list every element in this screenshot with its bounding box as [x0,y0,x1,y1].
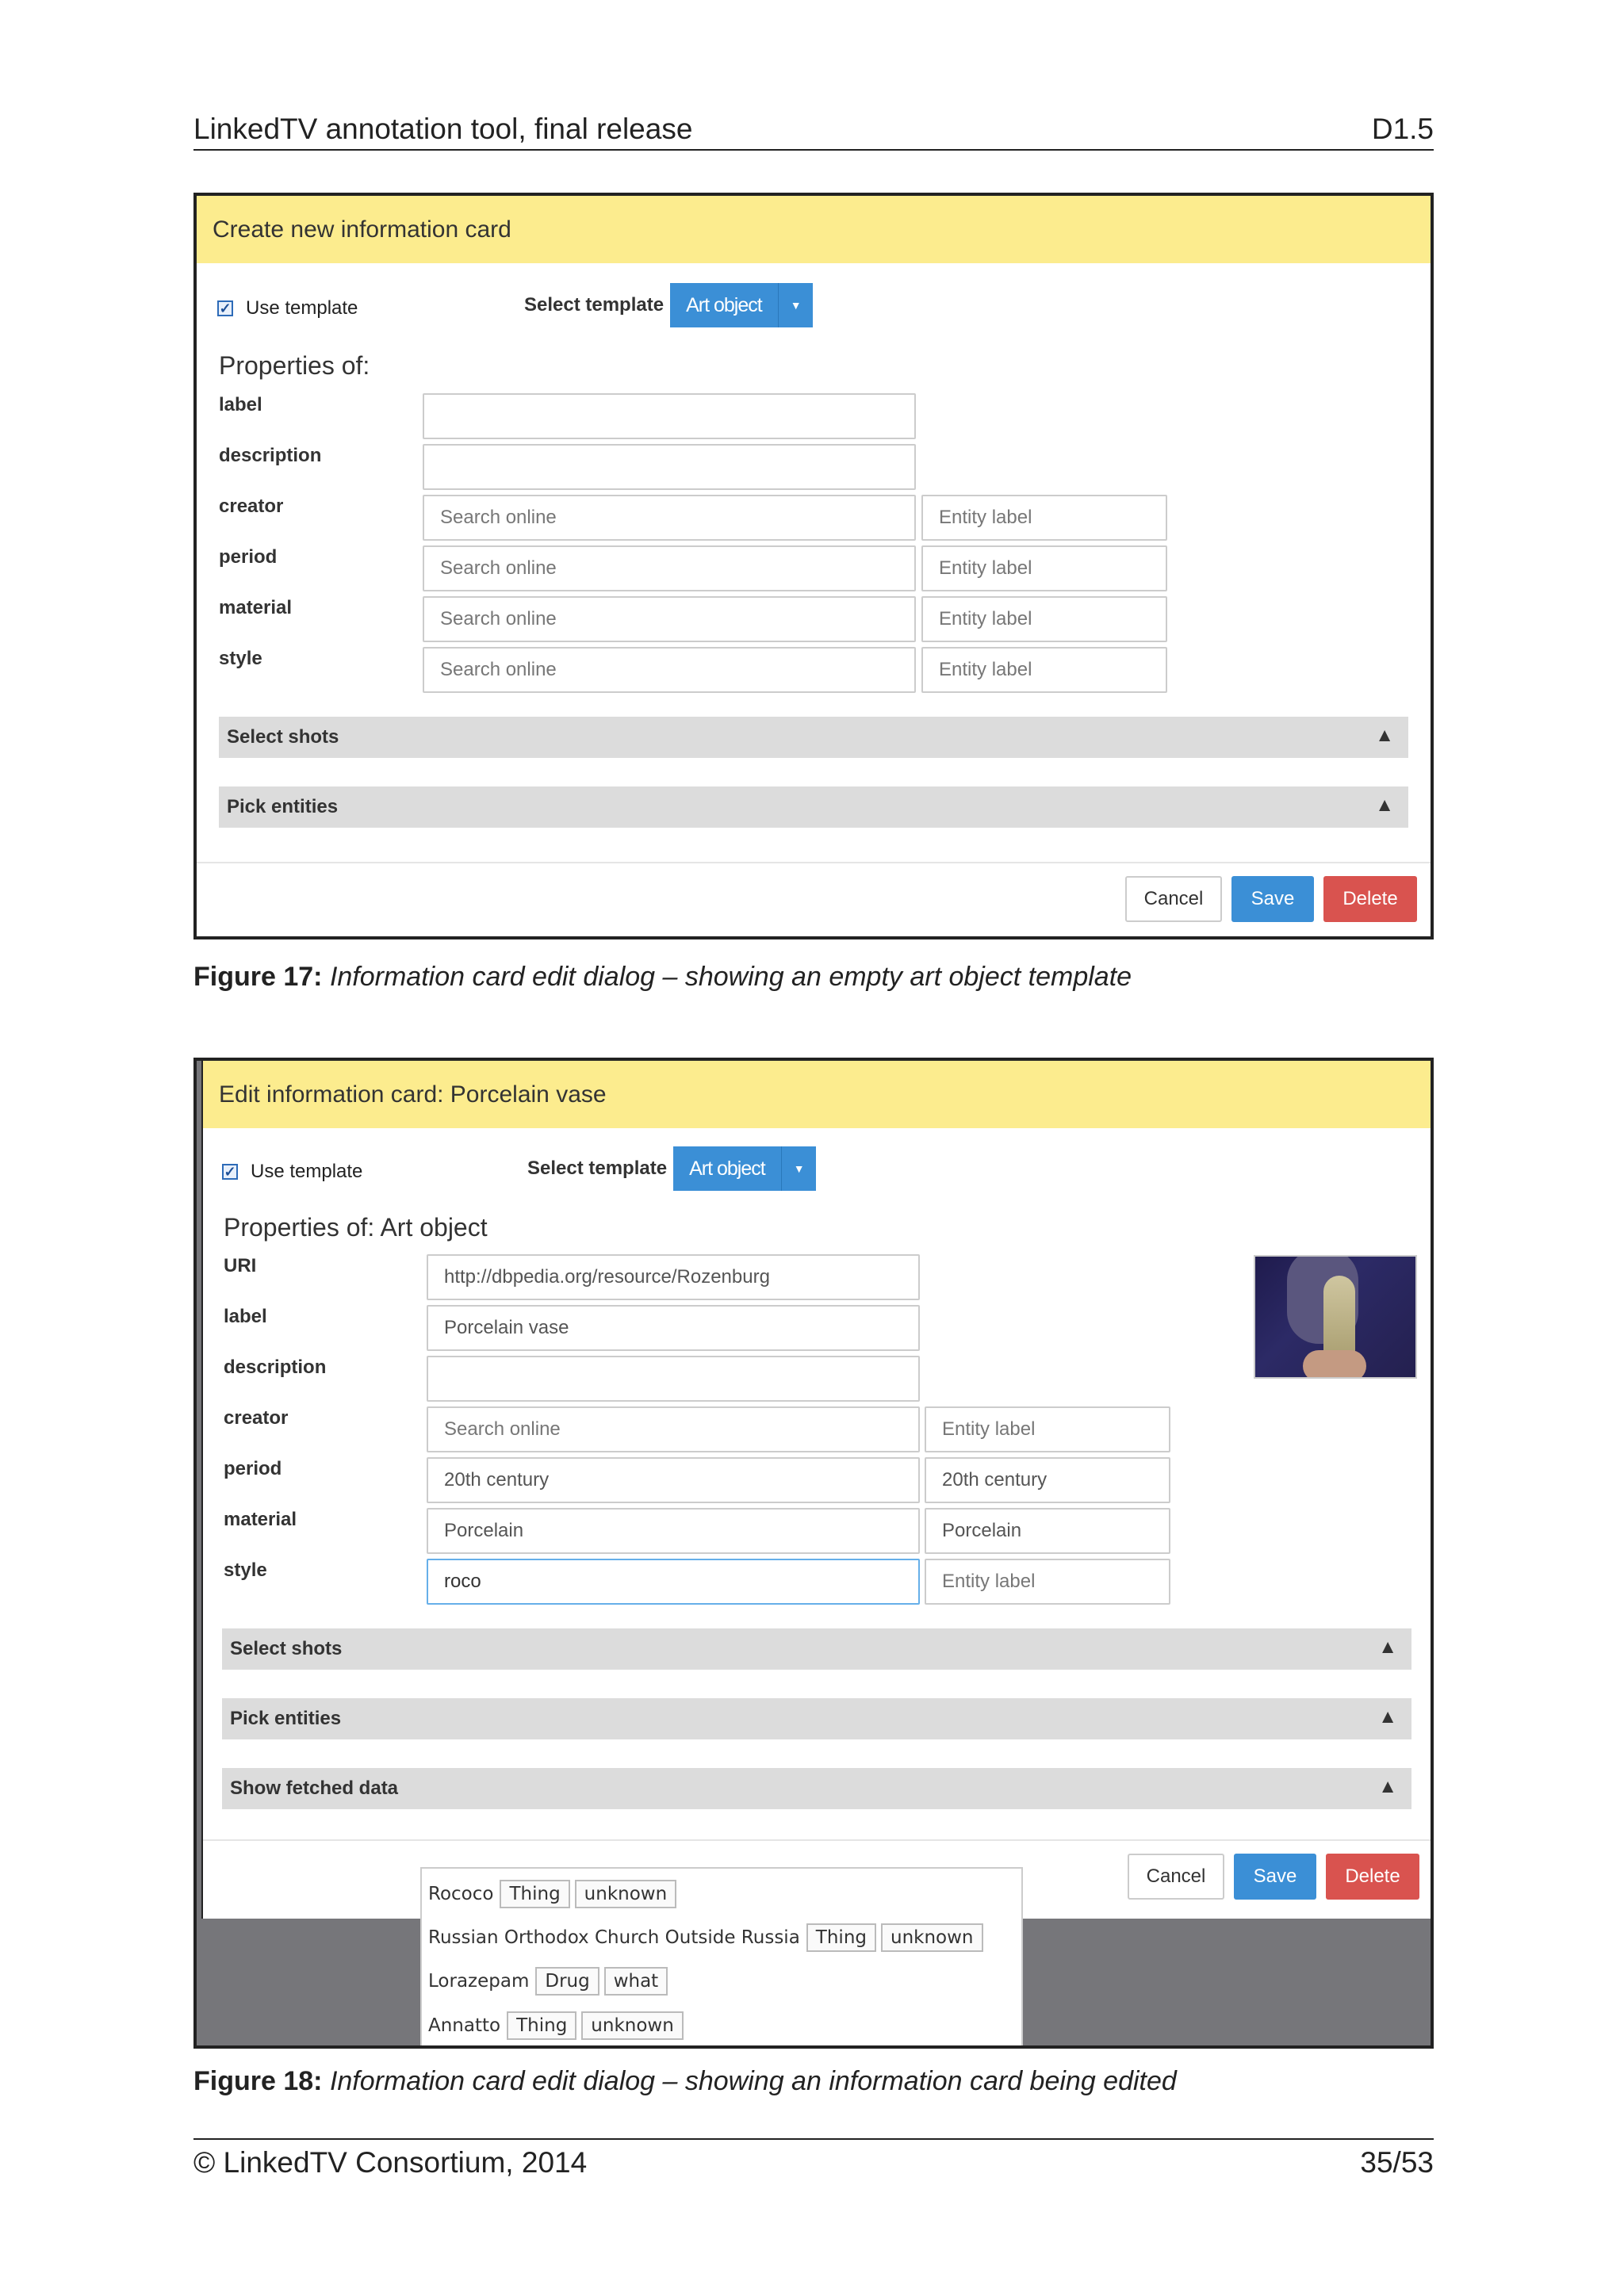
material-search-input[interactable]: Porcelain [427,1508,920,1554]
hand-shape [1303,1350,1366,1379]
material-search-input[interactable]: Search online [423,596,916,642]
chevron-up-icon: ▲ [1378,1636,1397,1658]
figure-18-caption [193,2066,1177,2097]
suggestion-status: unknown [575,1880,677,1908]
style-search-input[interactable]: roco [427,1559,920,1605]
style-entity-input[interactable]: Entity label [921,647,1167,693]
pick-entities-section[interactable] [222,1698,1411,1739]
select-shots-section[interactable] [219,717,1408,758]
edit-card-dialog [201,1061,1431,1919]
select-template-group [524,283,813,327]
caption-text: Information card edit dialog – showing an information card being edited [329,2066,1177,2096]
period-search-input[interactable]: 20th century [427,1457,920,1503]
suggestion-type: Thing [507,2011,576,2040]
suggestion-type: Drug [535,1967,599,1996]
suggestion-name: Lorazepam [428,1971,530,1992]
video-thumbnail [1254,1255,1417,1379]
period-label: period [219,546,278,568]
template-dropdown[interactable] [673,1146,816,1191]
select-shots-label: Select shots [230,1638,343,1659]
chevron-up-icon: ▲ [1375,794,1394,816]
dialog-title: Edit information card: Porcelain vase [203,1061,1431,1128]
page-number: 35/53 [1360,2146,1434,2179]
properties-heading: Properties of: Art object [224,1213,488,1242]
suggestion-item[interactable] [428,1915,1015,1959]
suggestion-name: Rococo [428,1883,494,1904]
style-entity-input[interactable]: Entity label [925,1559,1170,1605]
page-header [193,109,1434,151]
select-shots-label: Select shots [227,726,339,748]
chevron-up-icon: ▲ [1375,725,1394,746]
select-template-group [527,1146,816,1191]
suggestion-name: Annatto [428,2015,501,2036]
description-label: description [219,445,322,466]
suggestion-item[interactable] [428,1872,1015,1915]
cancel-button[interactable]: Cancel [1125,876,1222,922]
cancel-button[interactable]: Cancel [1128,1854,1224,1900]
document-id: D1.5 [1371,113,1434,145]
description-label: description [224,1357,327,1378]
figure-18-screenshot [193,1058,1434,2049]
show-fetched-data-label: Show fetched data [230,1777,399,1799]
document-title: LinkedTV annotation tool, final release [193,113,693,145]
use-template-checkbox[interactable]: ✓ [217,300,233,316]
suggestion-status: what [604,1967,668,1996]
autocomplete-dropdown [420,1867,1023,2049]
description-input[interactable] [423,444,916,490]
caret-down-icon: ▼ [778,283,813,327]
delete-button[interactable]: Delete [1326,1854,1419,1900]
chevron-up-icon: ▲ [1378,1706,1397,1728]
material-entity-input[interactable]: Entity label [921,596,1167,642]
figure-17-caption [193,962,1132,993]
suggestion-item[interactable] [428,1960,1015,2003]
creator-label: creator [219,496,284,517]
period-entity-input[interactable]: 20th century [925,1457,1170,1503]
figure-17-screenshot [193,193,1434,939]
material-entity-input[interactable]: Porcelain [925,1508,1170,1554]
description-input[interactable] [427,1356,920,1402]
creator-search-input[interactable]: Search online [423,495,916,541]
suggestion-type: Thing [806,1923,876,1952]
select-template-label: Select template [524,294,665,316]
suggestion-status: unknown [581,2011,684,2040]
show-fetched-data-section[interactable] [222,1768,1411,1809]
style-search-input[interactable]: Search online [423,647,916,693]
caret-down-icon: ▼ [781,1146,816,1191]
period-label: period [224,1458,282,1479]
caption-label: Figure 18: [193,2066,323,2096]
suggestion-status: unknown [881,1923,983,1952]
copyright: © LinkedTV Consortium, 2014 [193,2146,588,2179]
delete-button[interactable]: Delete [1323,876,1417,922]
material-label: material [224,1509,297,1530]
pick-entities-label: Pick entities [227,796,339,817]
creator-search-input[interactable]: Search online [427,1406,920,1452]
properties-heading: Properties of: [219,351,370,380]
caption-text: Information card edit dialog – showing an empty art object template [329,962,1132,992]
label-input[interactable] [423,393,916,439]
page-footer [193,2138,1434,2179]
template-value: Art object [689,1157,765,1180]
pick-entities-label: Pick entities [230,1708,342,1729]
create-card-dialog [197,196,1431,939]
use-template-row [217,297,358,320]
creator-entity-input[interactable]: Entity label [921,495,1167,541]
footer-divider [197,862,1431,863]
creator-entity-input[interactable]: Entity label [925,1406,1170,1452]
save-button[interactable]: Save [1234,1854,1316,1900]
label-label: label [224,1306,267,1327]
uri-input[interactable]: http://dbpedia.org/resource/Rozenburg [427,1254,920,1300]
chevron-up-icon: ▲ [1378,1776,1397,1797]
use-template-label: Use template [251,1161,363,1182]
suggestion-name: Russian Orthodox Church Outside Russia [428,1927,800,1949]
use-template-row [222,1161,362,1183]
suggestion-item[interactable] [428,2003,1015,2047]
caption-label: Figure 17: [193,962,323,992]
style-label: style [219,648,262,669]
use-template-checkbox[interactable]: ✓ [222,1164,238,1180]
footer-divider [203,1839,1431,1841]
template-value: Art object [686,293,762,316]
suggestion-type: Thing [500,1880,569,1908]
select-template-label: Select template [527,1158,668,1179]
creator-label: creator [224,1407,289,1429]
period-entity-input[interactable]: Entity label [921,545,1167,591]
material-label: material [219,597,293,618]
uri-label: URI [224,1255,257,1276]
period-search-input[interactable]: Search online [423,545,916,591]
save-button[interactable]: Save [1231,876,1314,922]
label-label: label [219,394,262,415]
dialog-title: Create new information card [197,196,1431,263]
template-dropdown[interactable] [670,283,813,327]
use-template-label: Use template [246,297,358,319]
label-input[interactable]: Porcelain vase [427,1305,920,1351]
suggestion-item[interactable] [428,2048,1015,2049]
style-label: style [224,1559,267,1581]
pick-entities-section[interactable] [219,786,1408,828]
select-shots-section[interactable] [222,1628,1411,1670]
